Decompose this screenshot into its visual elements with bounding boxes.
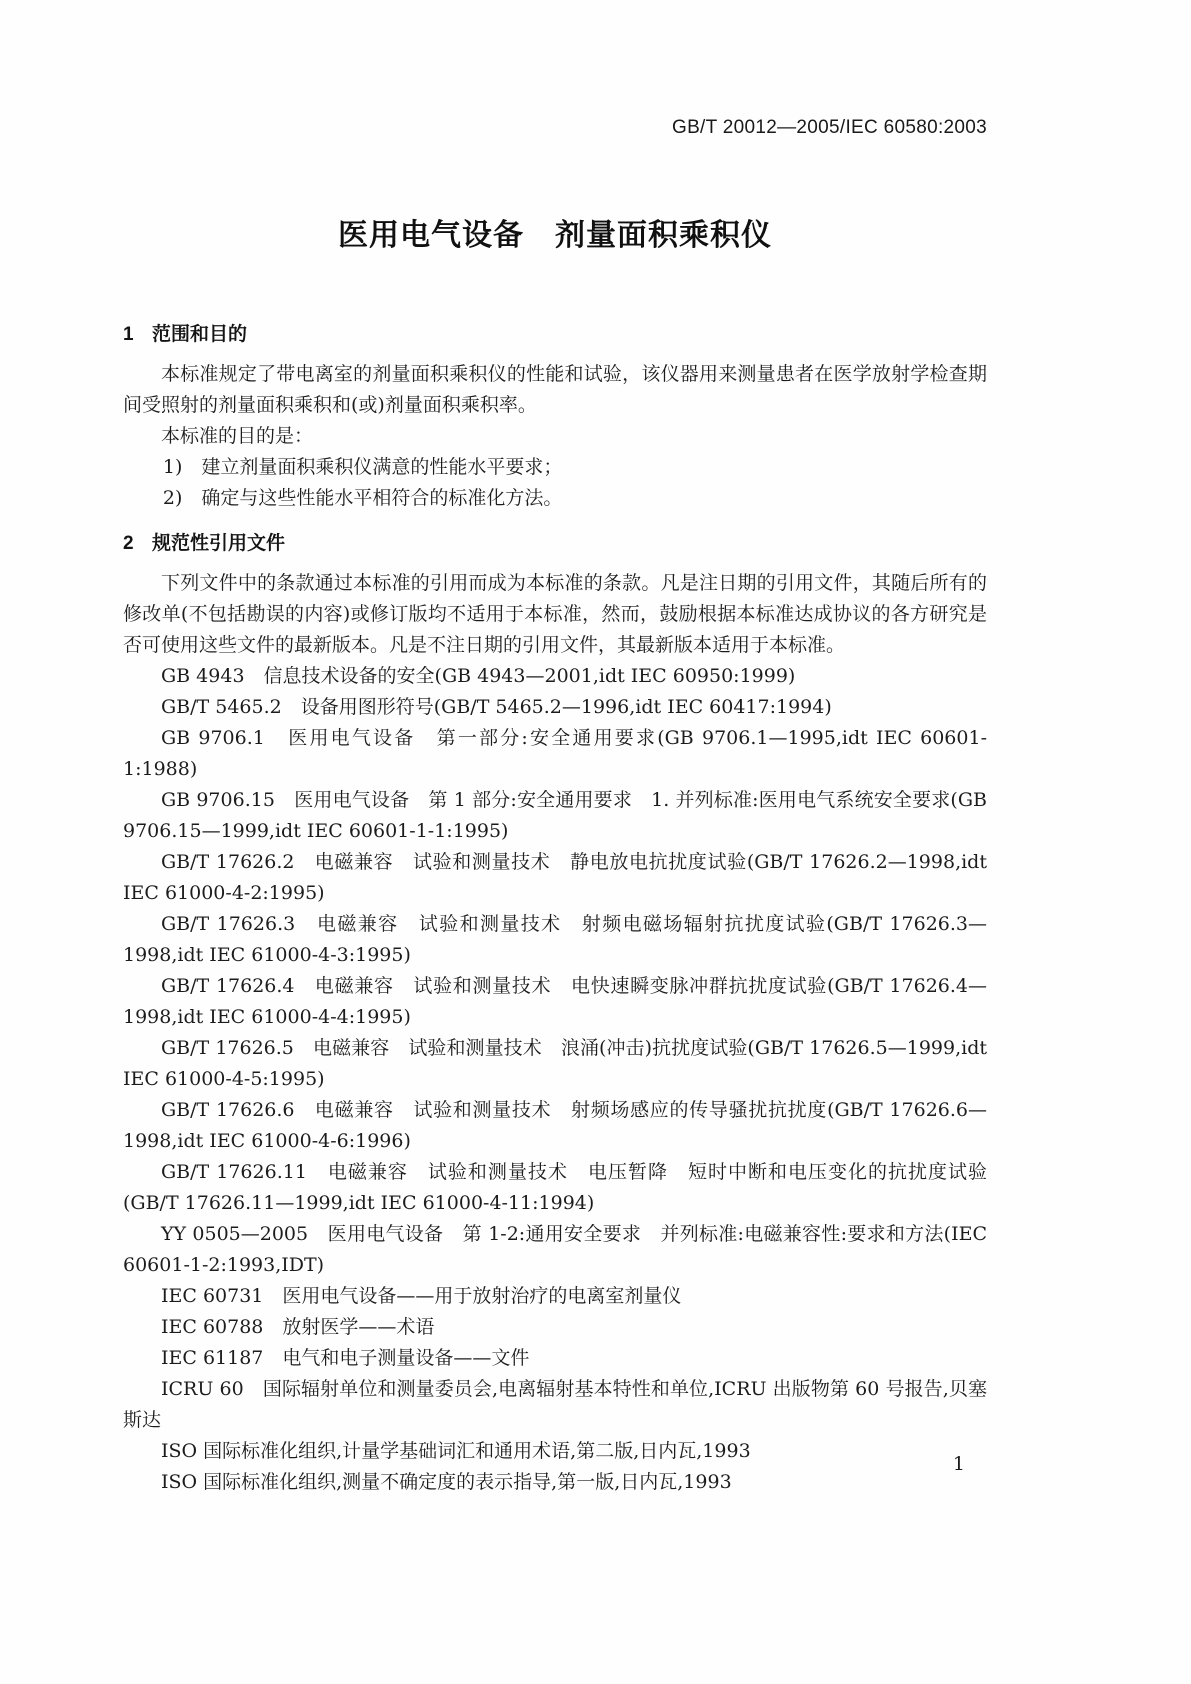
- section-2-title: 规范性引用文件: [152, 533, 286, 554]
- reference-item: IEC 60731 医用电气设备——用于放射治疗的电离室剂量仪: [161, 1285, 682, 1307]
- reference-item: YY 0505—2005 医用电气设备 第 1-2:通用安全要求 并列标准:电磁兼容性:要求和方法(IEC 60601-1-2:1993,IDT): [123, 1223, 987, 1276]
- section-2-number: 2: [123, 533, 134, 554]
- reference-item: ISO 国际标准化组织,测量不确定度的表示指导,第一版,日内瓦,1993: [161, 1471, 732, 1493]
- reference-item: GB/T 17626.11 电磁兼容 试验和测量技术 电压暂降 短时中断和电压变化的抗扰度试验(GB/T 17626.11—1999,idt IEC 61000-4-11:1994): [123, 1161, 987, 1214]
- reference-item: GB/T 17626.6 电磁兼容 试验和测量技术 射频场感应的传导骚扰抗扰度(GB/T 17626.6—1998,idt IEC 61000-4-6:1996): [123, 1099, 987, 1152]
- reference-item: GB 9706.15 医用电气设备 第 1 部分:安全通用要求 1. 并列标准:医用电气系统安全要求(GB 9706.15—1999,idt IEC 60601-1-1:1995): [123, 789, 987, 842]
- reference-item: ISO 国际标准化组织,计量学基础词汇和通用术语,第二版,日内瓦,1993: [161, 1440, 751, 1462]
- page-content: [123, 0, 987, 1498]
- reference-item: GB/T 17626.5 电磁兼容 试验和测量技术 浪涌(冲击)抗扰度试验(GB/T 17626.5—1999,idt IEC 61000-4-5:1995): [123, 1037, 987, 1090]
- purpose-item-1: 1) 建立剂量面积乘积仪满意的性能水平要求；: [162, 456, 563, 478]
- reference-item: GB/T 17626.4 电磁兼容 试验和测量技术 电快速瞬变脉冲群抗扰度试验(GB/T 17626.4—1998,idt IEC 61000-4-4:1995): [123, 975, 987, 1028]
- doc-number: GB/T 20012—2005/IEC 60580:2003: [672, 117, 987, 138]
- reference-item: IEC 60788 放射医学——术语: [161, 1316, 435, 1338]
- scope-paragraph: 本标准规定了带电离室的剂量面积乘积仪的性能和试验，该仪器用来测量患者在医学放射学检查期间受照射的剂量面积乘积和(或)剂量面积乘积率。: [123, 363, 987, 416]
- section-1-heading: [123, 321, 987, 349]
- normative-intro-paragraph: 下列文件中的条款通过本标准的引用而成为本标准的条款。凡是注日期的引用文件，其随后所有的修改单(不包括勘误的内容)或修订版均不适用于本标准，然而，鼓励根据本标准达成协议的各方研究是否可使用这些文件的最新版本。凡是不注日期的引用文件，其最新版本适用于本标准。: [123, 572, 987, 656]
- section-2-heading: [123, 530, 987, 558]
- reference-item: GB 4943 信息技术设备的安全(GB 4943—2001,idt IEC 60950:1999): [161, 665, 796, 687]
- reference-item: GB/T 17626.2 电磁兼容 试验和测量技术 静电放电抗扰度试验(GB/T 17626.2—1998,idt IEC 61000-4-2:1995): [123, 851, 987, 904]
- reference-item: GB/T 17626.3 电磁兼容 试验和测量技术 射频电磁场辐射抗扰度试验(GB/T 17626.3—1998,idt IEC 61000-4-3:1995): [123, 913, 987, 966]
- purpose-intro-paragraph: 本标准的目的是：: [161, 425, 314, 447]
- purpose-item-2: 2) 确定与这些性能水平相符合的标准化方法。: [162, 487, 563, 509]
- page-number: 1: [952, 1453, 965, 1475]
- reference-item: ICRU 60 国际辐射单位和测量委员会,电离辐射基本特性和单位,ICRU 出版物第 60 号报告,贝塞斯达: [123, 1378, 987, 1431]
- reference-item: IEC 61187 电气和电子测量设备——文件: [161, 1347, 530, 1369]
- reference-item: GB/T 5465.2 设备用图形符号(GB/T 5465.2—1996,idt IEC 60417:1994): [161, 696, 832, 718]
- section-1-title: 范围和目的: [152, 324, 248, 345]
- section-1-number: 1: [123, 324, 134, 345]
- reference-item: GB 9706.1 医用电气设备 第一部分:安全通用要求(GB 9706.1—1995,idt IEC 60601-1:1988): [123, 727, 987, 780]
- doc-title: 医用电气设备 剂量面积乘积仪: [338, 219, 772, 252]
